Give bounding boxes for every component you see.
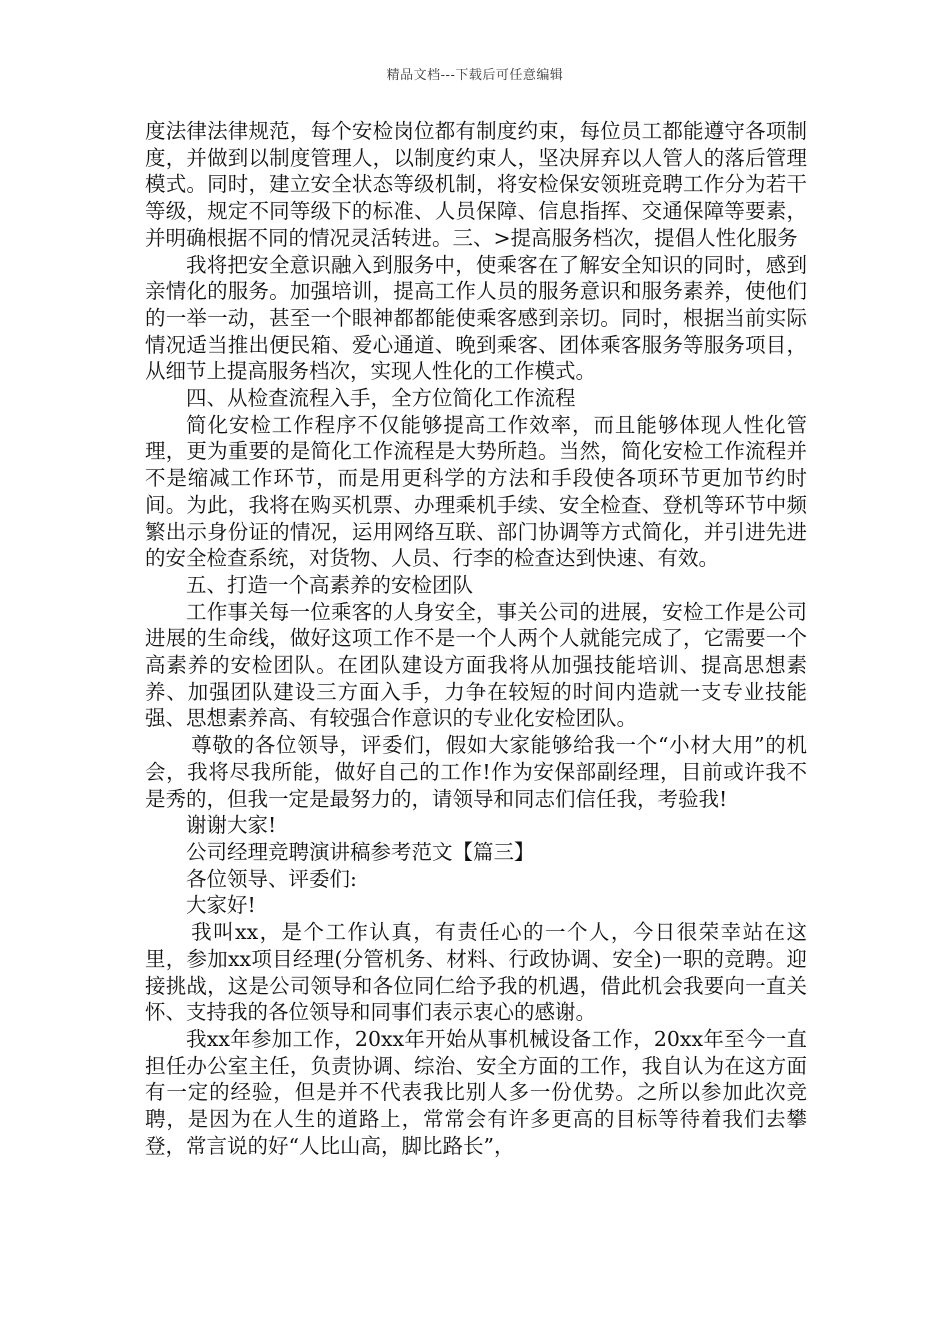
paragraph-6: 我叫xx，是个工作认真，有责任心的一个人，今日很荣幸站在这里，参加xx项目经理(分管机务、材料、行政协调、安全)一职的竞聘。迎接挑战，这是公司领导和各位同仁给予我的机遇，借此机会我要向一直关怀、支持我的各位领导和同事们表示衷心的感谢。 [145,920,807,1025]
paragraph-5: 尊敬的各位领导，评委们，假如大家能够给我一个“小材大用”的机会，我将尽我所能，做好自己的工作!作为安保部副经理，目前或许我不是秀的，但我一定是最努力的，请领导和同志们信任我，考验我! [145,733,807,811]
document-body [145,118,807,1159]
paragraph-7: 我xx年参加工作，20xx年开始从事机械设备工作，20xx年至今一直担任办公室主任，负责协调、综治、安全方面的工作，我自认为在这方面有一定的经验，但是并不代表我比别人多一份优势。之所以参加此次竞聘，是因为在人生的道路上，常常会有许多更高的目标等待着我们去攀登，常言说的好“人比山高，脚比路长”， [145,1026,807,1158]
article-title-3: 公司经理竞聘演讲稿参考范文【篇三】 [186,839,535,864]
closing-thanks: 谢谢大家! [186,813,277,838]
paragraph-4: 工作事关每一位乘客的人身安全，事关公司的进展，安检工作是公司进展的生命线，做好这项工作不是一个人两个人就能完成了，它需要一个高素养的安检团队。在团队建设方面我将从加强技能培训、提高思想素养、加强团队建设三方面入手，力争在较短的时间内造就一支专业技能强、思想素养高、有较强合作意识的专业化安检团队。 [145,599,807,731]
greeting: 大家好! [186,893,256,918]
section-heading-4: 四、从检查流程入手，全方位简化工作流程 [186,386,576,411]
paragraph-1: 度法律法律规范，每个安检岗位都有制度约束，每位员工都能遵守各项制度，并做到以制度管理人，以制度约束人，坚决屏弃以人管人的落后管理模式。同时，建立安全状态等级机制，将安检保安领班竞聘工作分为若干等级，规定不同等级下的标准、人员保障、信息指挥、交通保障等要素，并明确根据不同的情况灵活转进。三、>提高服务档次，提倡人性化服务 [145,119,807,250]
salutation: 各位领导、评委们: [186,866,357,891]
paragraph-3: 简化安检工作程序不仅能够提高工作效率，而且能够体现人性化管理，更为重要的是简化工作流程是大势所趋。当然，简化安检工作流程并不是缩减工作环节，而是用更科学的方法和手段使各项环节更加节约时间。为此，我将在购买机票、办理乘机手续、安全检查、登机等环节中频繁出示身份证的情况，运用网络互联、部门协调等方式简化，并引进先进的安全检查系统，对货物、人员、行李的检查达到快速、有效。 [145,412,807,571]
section-heading-5: 五、打造一个高素养的安检团队 [186,572,473,597]
paragraph-2: 我将把安全意识融入到服务中，使乘客在了解安全知识的同时，感到亲情化的服务。加强培训，提高工作人员的服务意识和服务素养，使他们的一举一动，甚至一个眼神都都能使乘客感到亲切。同时，根据当前实际情况适当推出便民箱、爱心通道、晚到乘客、团体乘客服务等服务项目，从细节上提高服务档次，实现人性化的工作模式。 [145,252,807,384]
page-header: 精品文档---下载后可任意编辑 [386,68,564,83]
